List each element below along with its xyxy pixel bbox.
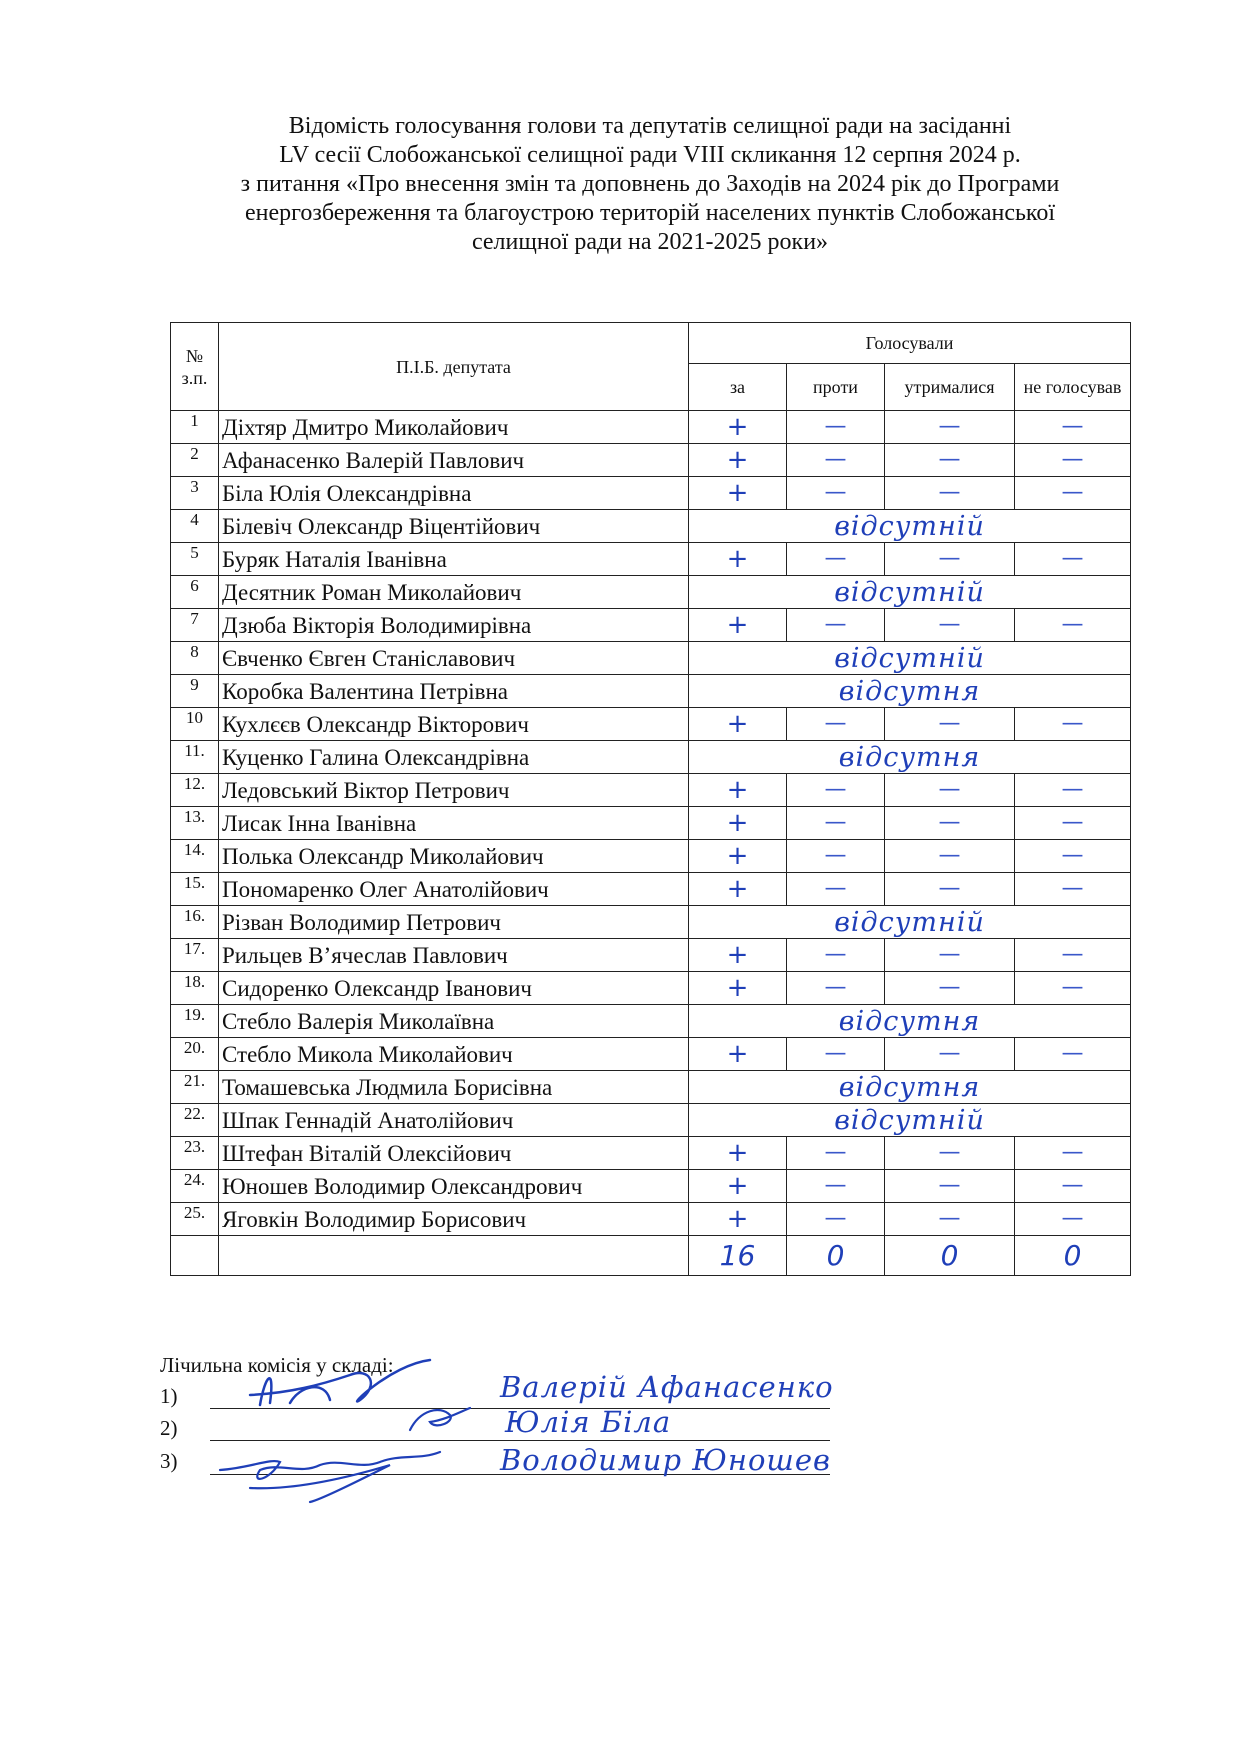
- vote-not-voted: —: [1015, 1038, 1131, 1071]
- signature-3: [210, 1440, 450, 1510]
- row-number: 23.: [171, 1137, 219, 1170]
- deputy-name: Полька Олександр Миколайович: [219, 840, 689, 873]
- vote-against: —: [787, 939, 885, 972]
- vote-abstained: —: [885, 477, 1015, 510]
- table-row: [171, 1203, 1131, 1236]
- table-row: [171, 1104, 1131, 1137]
- title-line: селищної ради на 2021-2025 роки»: [471, 229, 829, 255]
- signature-2: [400, 1400, 480, 1440]
- row-number: 10: [171, 708, 219, 741]
- vote-against: —: [787, 411, 885, 444]
- row-number: 11.: [171, 741, 219, 774]
- row-number: 14.: [171, 840, 219, 873]
- vote-against: —: [787, 972, 885, 1005]
- title-line: з питання «Про внесення змін та доповнень до Заходів на 2024 рік до Програми: [240, 171, 1060, 197]
- commission-member-name: Володимир Юношев: [500, 1443, 831, 1477]
- vote-for: +: [689, 1038, 787, 1071]
- header-number: [171, 323, 219, 411]
- vote-for: +: [689, 972, 787, 1005]
- deputy-name: Буряк Наталія Іванівна: [219, 543, 689, 576]
- table-row: [171, 1137, 1131, 1170]
- vote-abstained: —: [885, 1137, 1015, 1170]
- totals-row: [171, 1236, 1131, 1276]
- vote-abstained: —: [885, 840, 1015, 873]
- table-row: [171, 1071, 1131, 1104]
- commission-member-number: 3): [160, 1449, 178, 1473]
- vote-for: +: [689, 840, 787, 873]
- absent-note: відсутня: [689, 741, 1131, 774]
- header-number-abbr: з.п.: [181, 367, 208, 388]
- deputy-name: Коробка Валентина Петрівна: [219, 675, 689, 708]
- deputy-name: Лисак Інна Іванівна: [219, 807, 689, 840]
- row-number: 1: [171, 411, 219, 444]
- header-abstained: утрималися: [885, 364, 1015, 411]
- total-abstained: 0: [885, 1236, 1015, 1276]
- vote-not-voted: —: [1015, 1137, 1131, 1170]
- vote-not-voted: —: [1015, 477, 1131, 510]
- vote-abstained: —: [885, 1203, 1015, 1236]
- vote-against: —: [787, 543, 885, 576]
- row-number: 4: [171, 510, 219, 543]
- table-row: [171, 774, 1131, 807]
- deputy-name: Рильцев В’ячеслав Павлович: [219, 939, 689, 972]
- deputy-name: Яговкін Володимир Борисович: [219, 1203, 689, 1236]
- vote-for: +: [689, 477, 787, 510]
- table-row: [171, 807, 1131, 840]
- vote-against: —: [787, 708, 885, 741]
- row-number: 19.: [171, 1005, 219, 1038]
- row-number: 18.: [171, 972, 219, 1005]
- document-title: [200, 112, 1100, 257]
- row-number: 13.: [171, 807, 219, 840]
- commission-member-number: 1): [160, 1384, 178, 1408]
- header-against: проти: [787, 364, 885, 411]
- commission-member-name: Валерій Афанасенко: [500, 1370, 834, 1404]
- vote-not-voted: —: [1015, 873, 1131, 906]
- table-row: [171, 675, 1131, 708]
- vote-abstained: —: [885, 708, 1015, 741]
- table-row: [171, 1038, 1131, 1071]
- commission-member-number: 2): [160, 1416, 178, 1440]
- vote-for: +: [689, 411, 787, 444]
- vote-for: +: [689, 543, 787, 576]
- absent-note: відсутня: [689, 675, 1131, 708]
- row-number: 3: [171, 477, 219, 510]
- vote-for: +: [689, 708, 787, 741]
- row-number: 16.: [171, 906, 219, 939]
- deputy-name: Десятник Роман Миколайович: [219, 576, 689, 609]
- vote-against: —: [787, 609, 885, 642]
- vote-against: —: [787, 840, 885, 873]
- title-line: енергозбереження та благоустрою територій населених пунктів Слобожанської: [244, 200, 1056, 226]
- vote-against: —: [787, 873, 885, 906]
- row-number: 12.: [171, 774, 219, 807]
- row-number: 2: [171, 444, 219, 477]
- vote-for: +: [689, 807, 787, 840]
- absent-note: відсутня: [689, 1005, 1131, 1038]
- vote-for: +: [689, 1203, 787, 1236]
- absent-note: відсутня: [689, 1071, 1131, 1104]
- table-row: [171, 939, 1131, 972]
- vote-for: +: [689, 444, 787, 477]
- vote-against: —: [787, 1137, 885, 1170]
- table-row: [171, 510, 1131, 543]
- vote-for: +: [689, 1137, 787, 1170]
- vote-against: —: [787, 774, 885, 807]
- row-number: 9: [171, 675, 219, 708]
- vote-not-voted: —: [1015, 807, 1131, 840]
- vote-for: +: [689, 873, 787, 906]
- table-row: [171, 1005, 1131, 1038]
- deputy-name: Штефан Віталій Олексійович: [219, 1137, 689, 1170]
- deputy-name: Стебло Микола Миколайович: [219, 1038, 689, 1071]
- vote-not-voted: —: [1015, 411, 1131, 444]
- row-number: 20.: [171, 1038, 219, 1071]
- deputy-name: Біла Юлія Олександрівна: [219, 477, 689, 510]
- row-number: 6: [171, 576, 219, 609]
- header-voted: Голосували: [689, 323, 1131, 364]
- deputy-name: Кухлєєв Олександр Вікторович: [219, 708, 689, 741]
- absent-note: відсутній: [689, 642, 1131, 675]
- deputy-name: Різван Володимир Петрович: [219, 906, 689, 939]
- row-number: 22.: [171, 1104, 219, 1137]
- table-row: [171, 840, 1131, 873]
- table-row: [171, 906, 1131, 939]
- vote-abstained: —: [885, 609, 1015, 642]
- table-row: [171, 576, 1131, 609]
- deputy-name: Сидоренко Олександр Іванович: [219, 972, 689, 1005]
- row-number: 7: [171, 609, 219, 642]
- row-number: 21.: [171, 1071, 219, 1104]
- vote-not-voted: —: [1015, 708, 1131, 741]
- table-row: [171, 972, 1131, 1005]
- deputy-name: Стебло Валерія Миколаївна: [219, 1005, 689, 1038]
- row-number: 5: [171, 543, 219, 576]
- vote-abstained: —: [885, 411, 1015, 444]
- table-row: [171, 741, 1131, 774]
- vote-not-voted: —: [1015, 840, 1131, 873]
- vote-abstained: —: [885, 1170, 1015, 1203]
- vote-not-voted: —: [1015, 774, 1131, 807]
- vote-abstained: —: [885, 807, 1015, 840]
- vote-for: +: [689, 774, 787, 807]
- vote-not-voted: —: [1015, 1203, 1131, 1236]
- header-name: П.І.Б. депутата: [219, 323, 689, 411]
- deputy-name: Діхтяр Дмитро Миколайович: [219, 411, 689, 444]
- table-row: [171, 477, 1131, 510]
- vote-not-voted: —: [1015, 1170, 1131, 1203]
- vote-not-voted: —: [1015, 972, 1131, 1005]
- vote-against: —: [787, 1038, 885, 1071]
- deputy-name: Пономаренко Олег Анатолійович: [219, 873, 689, 906]
- vote-abstained: —: [885, 873, 1015, 906]
- vote-abstained: —: [885, 1038, 1015, 1071]
- vote-abstained: —: [885, 774, 1015, 807]
- vote-for: +: [689, 1170, 787, 1203]
- header-number-symbol: №: [185, 345, 204, 366]
- table-row: [171, 543, 1131, 576]
- deputy-name: Білевіч Олександр Віцентійович: [219, 510, 689, 543]
- deputy-name: Ледовський Віктор Петрович: [219, 774, 689, 807]
- vote-not-voted: —: [1015, 609, 1131, 642]
- deputy-name: Юношев Володимир Олександрович: [219, 1170, 689, 1203]
- vote-against: —: [787, 1203, 885, 1236]
- vote-not-voted: —: [1015, 543, 1131, 576]
- vote-against: —: [787, 444, 885, 477]
- vote-abstained: —: [885, 972, 1015, 1005]
- deputy-name: Євченко Євген Станіславович: [219, 642, 689, 675]
- absent-note: відсутній: [689, 1104, 1131, 1137]
- total-against: 0: [787, 1236, 885, 1276]
- vote-against: —: [787, 807, 885, 840]
- absent-note: відсутній: [689, 510, 1131, 543]
- title-line: LV сесії Слобожанської селищної ради VIII скликання 12 серпня 2024 р.: [279, 142, 1021, 168]
- table-row: [171, 1170, 1131, 1203]
- header-not-voted: не голосував: [1015, 364, 1131, 411]
- deputy-name: Дзюба Вікторія Володимирівна: [219, 609, 689, 642]
- total-not-voted: 0: [1015, 1236, 1131, 1276]
- commission-member-name: Юлія Біла: [505, 1405, 672, 1439]
- vote-for: +: [689, 609, 787, 642]
- row-number: 8: [171, 642, 219, 675]
- table-row: [171, 609, 1131, 642]
- deputy-name: Томашевська Людмила Борисівна: [219, 1071, 689, 1104]
- totals-number-cell: [171, 1236, 219, 1276]
- table-row: [171, 873, 1131, 906]
- vote-against: —: [787, 1170, 885, 1203]
- row-number: 24.: [171, 1170, 219, 1203]
- vote-abstained: —: [885, 444, 1015, 477]
- table-row: [171, 708, 1131, 741]
- vote-not-voted: —: [1015, 444, 1131, 477]
- vote-abstained: —: [885, 939, 1015, 972]
- vote-for: +: [689, 939, 787, 972]
- absent-note: відсутній: [689, 576, 1131, 609]
- vote-against: —: [787, 477, 885, 510]
- vote-not-voted: —: [1015, 939, 1131, 972]
- voting-table: [170, 322, 1131, 1276]
- total-for: 16: [689, 1236, 787, 1276]
- commission-label: Лічильна комісія у складі:: [160, 1353, 394, 1377]
- table-row: [171, 411, 1131, 444]
- header-for: за: [689, 364, 787, 411]
- row-number: 17.: [171, 939, 219, 972]
- table-row: [171, 444, 1131, 477]
- absent-note: відсутній: [689, 906, 1131, 939]
- vote-abstained: —: [885, 543, 1015, 576]
- totals-name-cell: [219, 1236, 689, 1276]
- title-line: Відомість голосування голови та депутатів селищної ради на засіданні: [288, 113, 1012, 139]
- table-row: [171, 642, 1131, 675]
- row-number: 15.: [171, 873, 219, 906]
- deputy-name: Куценко Галина Олександрівна: [219, 741, 689, 774]
- table-body: [171, 411, 1131, 1236]
- deputy-name: Шпак Геннадій Анатолійович: [219, 1104, 689, 1137]
- row-number: 25.: [171, 1203, 219, 1236]
- deputy-name: Афанасенко Валерій Павлович: [219, 444, 689, 477]
